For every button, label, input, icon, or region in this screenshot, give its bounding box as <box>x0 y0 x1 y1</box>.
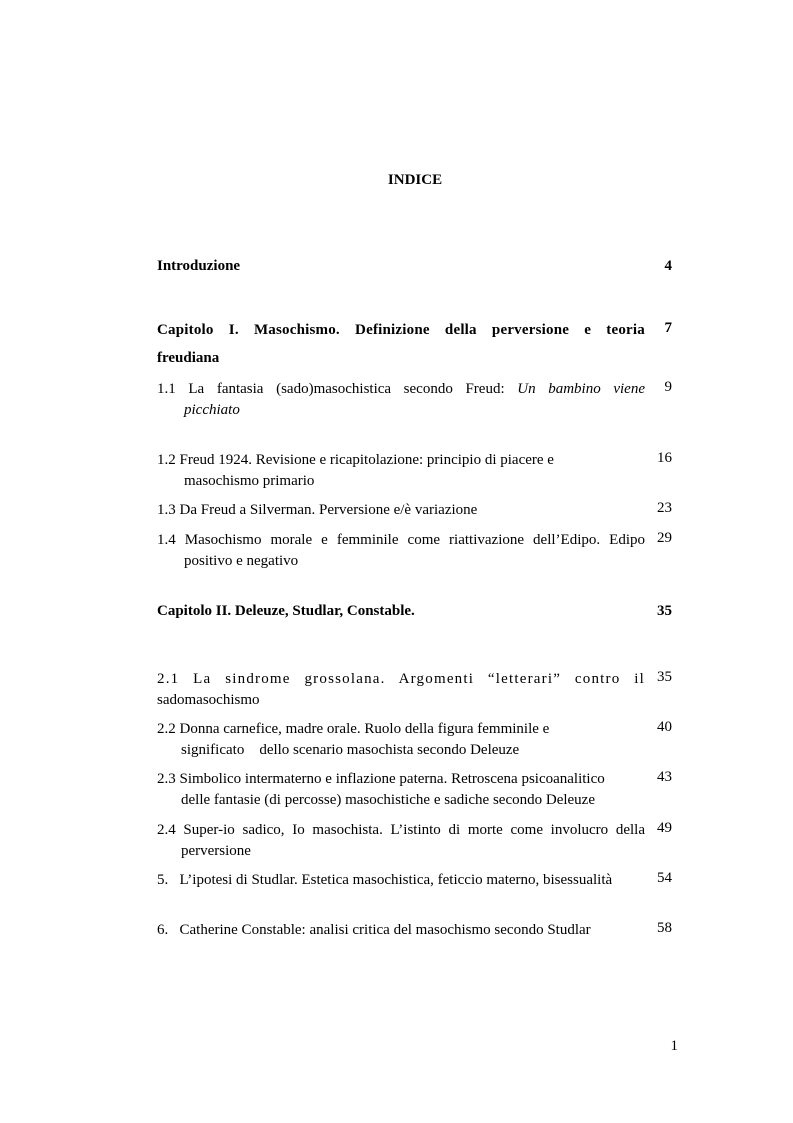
toc-entry-section-2-3[interactable] <box>157 769 645 811</box>
toc-page-number: 29 <box>657 530 672 546</box>
toc-entry-label-line1: 1.1 La fantasia (sado)masochistica secondo Freud: Un bambino viene <box>157 381 645 397</box>
toc-entry-section-2-4[interactable] <box>157 820 645 862</box>
toc-entry-label-line1: 1.4 Masochismo morale e femminile come riattivazione dell’Edipo. Edipo <box>157 532 645 548</box>
toc-entry-label-line1: 2.1 La sindrome grossolana. Argomenti “letterari” contro il <box>157 671 645 687</box>
toc-entry-label-line2: freudiana <box>157 350 220 366</box>
toc-page-number: 40 <box>657 719 672 735</box>
toc-entry-label-line2: delle fantasie (di percosse) masochistiche e sadiche secondo Deleuze <box>181 792 595 808</box>
toc-page-number: 35 <box>657 669 672 685</box>
toc-entry-chapter-1[interactable] <box>157 316 645 372</box>
toc-entry-section-1-4[interactable] <box>157 530 645 572</box>
toc-entry-section-6[interactable] <box>157 920 645 941</box>
toc-entry-label-line2: significato dello scenario masochista secondo Deleuze <box>181 742 520 758</box>
toc-entry-label-line1: 1.2 Freud 1924. Revisione e ricapitolazione: principio di piacere e <box>157 452 554 468</box>
toc-entry-section-1-2[interactable] <box>157 450 645 492</box>
toc-entry-section-2-1[interactable] <box>157 669 645 711</box>
toc-page-number: 16 <box>657 450 672 466</box>
toc-page-number: 49 <box>657 820 672 836</box>
toc-page-number: 4 <box>664 258 672 274</box>
toc-page-number: 54 <box>657 870 672 886</box>
toc-page-number: 9 <box>664 379 672 395</box>
toc-entry-label: Introduzione <box>157 258 241 274</box>
toc-entry-label-line1: Capitolo I. Masochismo. Definizione della perversione e teoria <box>157 322 645 338</box>
toc-entry-section-1-1[interactable] <box>157 379 645 421</box>
toc-entry-section-2-2[interactable] <box>157 719 645 761</box>
toc-page-number: 43 <box>657 769 672 785</box>
toc-entry-label-line1: 6. Catherine Constable: analisi critica del masochismo secondo Studlar <box>157 922 591 938</box>
toc-entry-introduzione[interactable] <box>157 258 645 275</box>
toc-entry-label-line1: 2.3 Simbolico intermaterno e inflazione paterna. Retroscena psicoanalitico <box>157 771 605 787</box>
toc-entry-label-line1: 2.4 Super-io sadico, Io masochista. L’istinto di morte come involucro della <box>157 822 645 838</box>
toc-entry-label-line2: masochismo primario <box>184 473 315 489</box>
toc-entry-label: Capitolo II. Deleuze, Studlar, Constable. <box>157 603 415 619</box>
toc-entry-label-line1: 1.3 Da Freud a Silverman. Perversione e/è variazione <box>157 502 478 518</box>
page-title: INDICE <box>387 172 443 188</box>
toc-page-number: 7 <box>664 320 672 336</box>
toc-entry-label-line2: sadomasochismo <box>157 692 260 708</box>
toc-entry-label-line1: 5. L’ipotesi di Studlar. Estetica masochistica, feticcio materno, bisessualità <box>157 872 613 888</box>
toc-entry-section-1-3[interactable] <box>157 500 645 521</box>
footer-page-number: 1 <box>670 1038 678 1054</box>
toc-page-number: 58 <box>657 920 672 936</box>
toc-page-number: 23 <box>657 500 672 516</box>
toc-entry-chapter-2[interactable] <box>157 603 645 620</box>
toc-entry-section-5[interactable] <box>157 870 645 891</box>
toc-page-number: 35 <box>657 603 672 619</box>
toc-entry-label-line2: perversione <box>181 843 251 859</box>
toc-entry-label-line2: picchiato <box>184 402 240 418</box>
toc-entry-label-line1: 2.2 Donna carnefice, madre orale. Ruolo della figura femminile e <box>157 721 550 737</box>
toc-entry-label-line2: positivo e negativo <box>184 553 299 569</box>
